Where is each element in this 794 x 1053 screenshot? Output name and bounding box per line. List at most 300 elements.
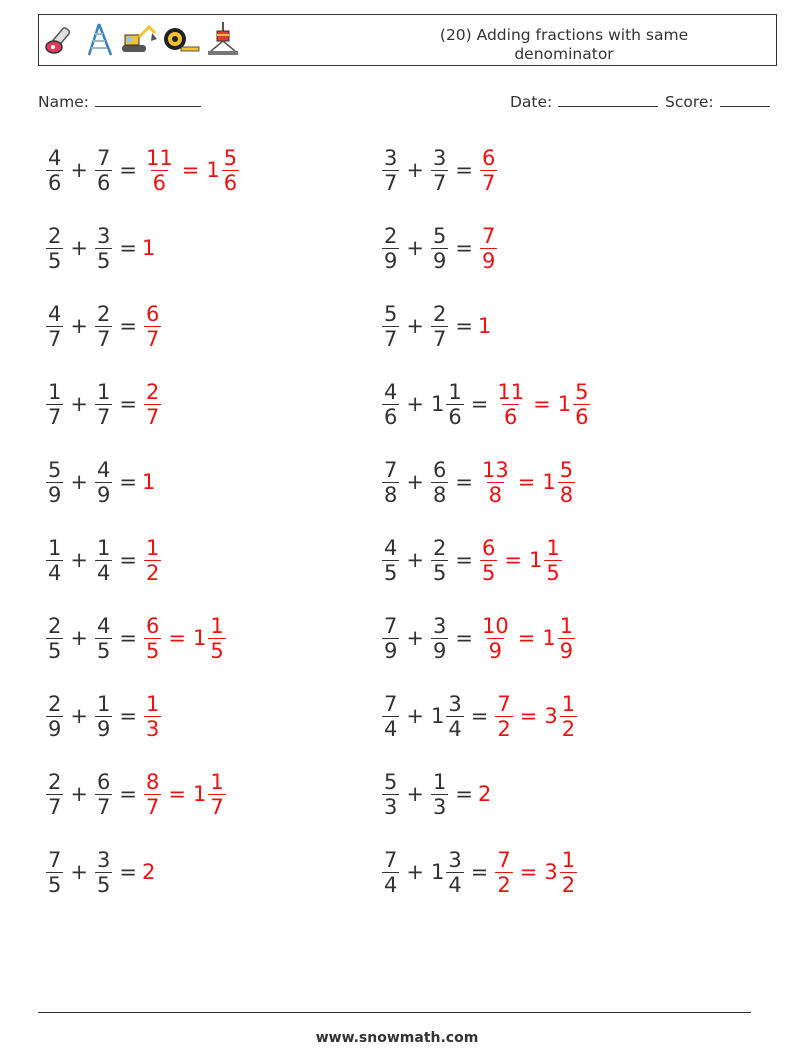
numerator: 2 — [432, 535, 447, 560]
date-field[interactable] — [510, 92, 658, 111]
denominator: 4 — [48, 560, 62, 585]
numerator: 3 — [96, 847, 111, 872]
chainsaw-icon — [43, 21, 79, 57]
numerator: 2 — [145, 379, 160, 404]
addend-b — [431, 614, 448, 663]
denominator: 9 — [384, 248, 398, 273]
addend-b — [431, 770, 448, 819]
numerator: 4 — [96, 457, 111, 482]
numerator: 2 — [96, 301, 111, 326]
addend-b-whole: 1 — [430, 860, 445, 884]
addend-b — [446, 380, 463, 429]
mixed-fraction — [544, 536, 561, 585]
numerator: 11 — [145, 145, 173, 170]
numerator: 4 — [384, 379, 398, 404]
numerator: 2 — [48, 223, 62, 248]
numerator: 6 — [96, 769, 111, 794]
denominator: 7 — [384, 326, 398, 351]
denominator: 4 — [384, 872, 398, 897]
numerator: 5 — [384, 769, 398, 794]
addend-a — [382, 146, 399, 195]
problem-item — [44, 217, 155, 279]
plus-sign: + — [406, 782, 424, 806]
denominator: 5 — [481, 560, 496, 585]
numerator: 1 — [432, 769, 447, 794]
plus-sign: + — [70, 626, 88, 650]
answer-equals-sign: = — [533, 392, 551, 416]
answer-fraction — [480, 458, 511, 507]
numerator: 6 — [481, 145, 496, 170]
mixed-fraction — [560, 848, 577, 897]
denominator: 7 — [96, 404, 111, 429]
addend-b — [431, 224, 448, 273]
numerator: 2 — [48, 691, 62, 716]
addend-a — [382, 302, 399, 351]
equals-sign: = — [455, 314, 473, 338]
numerator: 1 — [561, 847, 576, 872]
date-label: Date: — [510, 93, 553, 111]
problem-item — [380, 607, 577, 669]
denominator: 9 — [48, 716, 62, 741]
problem-item — [44, 529, 163, 591]
numerator: 1 — [96, 535, 111, 560]
date-blank[interactable] — [558, 92, 658, 107]
answer — [142, 236, 155, 260]
addend-a — [46, 848, 63, 897]
plus-sign: + — [70, 704, 88, 728]
numerator: 4 — [48, 145, 62, 170]
mixed-whole: 1 — [192, 626, 207, 650]
denominator: 3 — [432, 794, 447, 819]
addend-b — [95, 458, 112, 507]
addend-a — [46, 614, 63, 663]
numerator: 1 — [96, 379, 111, 404]
denominator: 7 — [145, 794, 160, 819]
denominator: 2 — [497, 872, 511, 897]
denominator: 9 — [48, 482, 62, 507]
addend-b — [95, 302, 112, 351]
addend-b-whole: 1 — [430, 704, 445, 728]
answer — [478, 146, 499, 195]
problem-item — [380, 529, 564, 591]
score-blank[interactable] — [720, 92, 770, 107]
answer-fraction — [480, 224, 497, 273]
plus-sign: + — [70, 236, 88, 260]
denominator: 5 — [546, 560, 560, 585]
numerator: 1 — [48, 535, 62, 560]
mixed-whole: 3 — [544, 860, 558, 884]
addend-b-whole: 1 — [430, 392, 445, 416]
answer — [478, 458, 577, 507]
plus-sign: + — [70, 782, 88, 806]
problem-item — [380, 295, 491, 357]
numerator: 1 — [48, 379, 62, 404]
equals-sign: = — [455, 470, 473, 494]
denominator: 2 — [497, 716, 511, 741]
header-icons — [43, 21, 243, 57]
problem-item — [380, 139, 499, 201]
denominator: 7 — [48, 404, 62, 429]
excavator-icon — [119, 21, 159, 57]
denominator: 6 — [96, 170, 111, 195]
addend-b — [95, 380, 112, 429]
denominator: 9 — [481, 248, 496, 273]
answer — [478, 614, 577, 663]
mixed-fraction — [560, 692, 577, 741]
denominator: 6 — [48, 170, 62, 195]
numerator: 6 — [481, 535, 496, 560]
answer-fraction — [144, 146, 175, 195]
denominator: 7 — [145, 326, 160, 351]
numerator: 7 — [384, 613, 398, 638]
answer — [142, 380, 163, 429]
numerator: 7 — [384, 847, 398, 872]
answer-equals-sign: = — [519, 860, 538, 884]
denominator: 5 — [48, 872, 62, 897]
denominator: 8 — [559, 482, 574, 507]
addend-a — [382, 380, 399, 429]
mixed-fraction — [558, 458, 575, 507]
mixed-whole: 1 — [206, 158, 220, 182]
denominator: 7 — [145, 404, 160, 429]
numerator: 5 — [559, 457, 574, 482]
mixed-whole: 1 — [557, 392, 572, 416]
equals-sign: = — [455, 236, 473, 260]
problem-item — [380, 373, 592, 435]
answer — [142, 614, 228, 663]
denominator: 6 — [448, 404, 462, 429]
numerator: 7 — [481, 223, 496, 248]
numerator: 11 — [497, 379, 525, 404]
problem-item — [380, 841, 579, 903]
numerator: 5 — [384, 301, 398, 326]
answer-whole: 1 — [141, 470, 156, 494]
score-field[interactable] — [665, 92, 770, 111]
denominator: 3 — [384, 794, 398, 819]
plus-sign: + — [406, 704, 424, 728]
addend-a — [382, 614, 399, 663]
numerator: 2 — [48, 769, 62, 794]
addend-a — [46, 770, 63, 819]
answer-fraction — [144, 302, 161, 351]
addend-a — [382, 536, 399, 585]
denominator: 9 — [432, 248, 447, 273]
addend-a — [382, 692, 399, 741]
equals-sign: = — [470, 704, 489, 728]
denominator: 7 — [481, 170, 496, 195]
numerator: 4 — [96, 613, 111, 638]
answer-equals-sign: = — [181, 158, 200, 182]
mixed-fraction — [208, 614, 225, 663]
header-box — [38, 14, 777, 66]
name-field[interactable] — [38, 92, 201, 111]
mixed-fraction — [222, 146, 239, 195]
mixed-whole: 1 — [192, 782, 207, 806]
numerator: 5 — [432, 223, 447, 248]
plus-sign: + — [70, 548, 88, 572]
denominator: 5 — [210, 638, 224, 663]
footer-site: www.snowmath.com — [315, 1030, 479, 1046]
denominator: 5 — [96, 872, 111, 897]
answer-fraction — [144, 380, 161, 429]
numerator: 6 — [432, 457, 447, 482]
name-blank[interactable] — [95, 92, 201, 107]
numerator: 1 — [145, 535, 160, 560]
denominator: 4 — [448, 872, 462, 897]
equals-sign: = — [119, 314, 137, 338]
addend-b — [95, 224, 112, 273]
equals-sign: = — [119, 704, 137, 728]
numerator: 3 — [96, 223, 111, 248]
answer-fraction — [495, 380, 526, 429]
numerator: 1 — [210, 769, 224, 794]
numerator: 3 — [448, 847, 462, 872]
numerator: 3 — [432, 613, 447, 638]
plus-sign: + — [406, 548, 424, 572]
equals-sign: = — [470, 860, 489, 884]
numerator: 1 — [145, 691, 160, 716]
answer-fraction — [495, 848, 512, 897]
addend-a — [46, 302, 63, 351]
denominator: 9 — [432, 638, 447, 663]
numerator: 2 — [48, 613, 62, 638]
addend-a — [46, 458, 63, 507]
denominator: 9 — [384, 638, 398, 663]
numerator: 3 — [448, 691, 462, 716]
denominator: 6 — [504, 404, 518, 429]
problem-item — [380, 451, 577, 513]
answer — [478, 536, 564, 585]
answer — [478, 314, 491, 338]
answer-equals-sign: = — [168, 782, 186, 806]
answer-fraction — [144, 770, 161, 819]
answer — [142, 470, 155, 494]
numerator: 2 — [384, 223, 398, 248]
answer-whole: 1 — [477, 314, 492, 338]
numerator: 7 — [497, 847, 511, 872]
answer-whole: 1 — [141, 236, 156, 260]
equals-sign: = — [119, 548, 137, 572]
equals-sign: = — [470, 392, 489, 416]
addend-b — [431, 458, 448, 507]
mixed-fraction — [558, 614, 575, 663]
addend-a — [46, 692, 63, 741]
equals-sign: = — [119, 626, 137, 650]
addend-b — [95, 848, 112, 897]
problem-item — [44, 685, 163, 747]
denominator: 5 — [384, 560, 398, 585]
denominator: 9 — [96, 716, 111, 741]
answer-fraction — [495, 692, 512, 741]
denominator: 7 — [384, 170, 398, 195]
answer — [493, 692, 579, 741]
answer — [142, 860, 155, 884]
plus-sign: + — [70, 392, 88, 416]
equals-sign: = — [119, 470, 137, 494]
addend-b — [95, 692, 112, 741]
plus-sign: + — [406, 314, 424, 338]
denominator: 4 — [384, 716, 398, 741]
denominator: 5 — [96, 638, 111, 663]
plus-sign: + — [70, 860, 88, 884]
mixed-whole: 1 — [542, 470, 556, 494]
denominator: 6 — [152, 170, 167, 195]
denominator: 3 — [145, 716, 160, 741]
answer — [142, 302, 163, 351]
denominator: 2 — [561, 872, 576, 897]
numerator: 1 — [210, 613, 224, 638]
denominator: 6 — [384, 404, 398, 429]
equals-sign: = — [119, 782, 137, 806]
name-label: Name: — [38, 93, 89, 111]
denominator: 7 — [48, 794, 62, 819]
answer-fraction — [144, 536, 161, 585]
answer — [478, 224, 499, 273]
mixed-whole: 1 — [542, 626, 556, 650]
numerator: 2 — [432, 301, 447, 326]
problem-item — [44, 139, 241, 201]
answer-fraction — [144, 614, 161, 663]
problem-item — [44, 451, 155, 513]
equals-sign: = — [455, 158, 473, 182]
numerator: 7 — [384, 457, 398, 482]
addend-a — [382, 770, 399, 819]
addend-b — [431, 302, 448, 351]
plus-sign: + — [406, 860, 424, 884]
denominator: 5 — [145, 638, 160, 663]
plus-sign: + — [406, 158, 424, 182]
numerator: 4 — [48, 301, 62, 326]
plus-sign: + — [70, 314, 88, 338]
answer-fraction — [480, 146, 497, 195]
answer-equals-sign: = — [519, 704, 538, 728]
addend-b — [431, 146, 448, 195]
numerator: 1 — [561, 691, 576, 716]
denominator: 6 — [223, 170, 238, 195]
numerator: 4 — [384, 535, 398, 560]
denominator: 6 — [575, 404, 589, 429]
equals-sign: = — [119, 392, 137, 416]
denominator: 8 — [384, 482, 398, 507]
equals-sign: = — [119, 860, 137, 884]
answer — [493, 380, 592, 429]
problem-item — [44, 841, 155, 903]
footer-divider — [38, 1012, 751, 1013]
plus-sign: + — [406, 392, 424, 416]
answer — [478, 782, 491, 806]
addend-a — [382, 458, 399, 507]
mixed-fraction — [573, 380, 590, 429]
crane-hook-icon — [203, 21, 243, 57]
addend-b — [95, 614, 112, 663]
numerator: 7 — [48, 847, 62, 872]
numerator: 5 — [223, 145, 238, 170]
numerator: 7 — [96, 145, 111, 170]
answer-equals-sign: = — [517, 470, 536, 494]
denominator: 4 — [96, 560, 111, 585]
numerator: 7 — [497, 691, 511, 716]
answer — [142, 770, 228, 819]
denominator: 2 — [145, 560, 160, 585]
answer-equals-sign: = — [517, 626, 536, 650]
denominator: 7 — [432, 170, 447, 195]
problem-item — [44, 295, 163, 357]
denominator: 5 — [96, 248, 111, 273]
equals-sign: = — [455, 782, 473, 806]
ladder-icon — [81, 21, 117, 57]
addend-a — [46, 536, 63, 585]
denominator: 7 — [48, 326, 62, 351]
plus-sign: + — [70, 470, 88, 494]
answer — [142, 692, 163, 741]
answer-equals-sign: = — [504, 548, 522, 572]
addend-b — [95, 536, 112, 585]
problem-item — [380, 763, 491, 825]
denominator: 9 — [96, 482, 111, 507]
denominator: 5 — [48, 638, 62, 663]
problem-item — [44, 607, 228, 669]
addend-a — [46, 146, 63, 195]
numerator: 6 — [145, 613, 160, 638]
numerator: 13 — [481, 457, 509, 482]
addend-b — [431, 536, 448, 585]
answer-whole: 2 — [477, 782, 492, 806]
plus-sign: + — [406, 236, 424, 260]
mixed-whole: 1 — [528, 548, 543, 572]
problem-item — [380, 217, 499, 279]
addend-b — [95, 770, 112, 819]
plus-sign: + — [406, 626, 424, 650]
answer-fraction — [144, 692, 161, 741]
denominator: 2 — [561, 716, 576, 741]
numerator: 1 — [559, 613, 574, 638]
addend-a — [382, 848, 399, 897]
answer — [142, 146, 241, 195]
denominator: 9 — [488, 638, 503, 663]
addend-b — [446, 848, 463, 897]
mixed-whole: 3 — [544, 704, 558, 728]
addend-a — [382, 224, 399, 273]
answer-fraction — [480, 614, 511, 663]
denominator: 7 — [96, 326, 111, 351]
denominator: 7 — [210, 794, 224, 819]
score-label: Score: — [665, 93, 714, 111]
denominator: 8 — [432, 482, 447, 507]
problem-item — [44, 373, 163, 435]
denominator: 4 — [448, 716, 462, 741]
addend-a — [46, 380, 63, 429]
equals-sign: = — [119, 158, 137, 182]
numerator: 6 — [145, 301, 160, 326]
equals-sign: = — [455, 548, 473, 572]
plus-sign: + — [70, 158, 88, 182]
problem-item — [44, 763, 228, 825]
numerator: 1 — [546, 535, 560, 560]
equals-sign: = — [119, 236, 137, 260]
answer-whole: 2 — [141, 860, 156, 884]
numerator: 8 — [145, 769, 160, 794]
plus-sign: + — [406, 470, 424, 494]
answer — [142, 536, 163, 585]
numerator: 5 — [48, 457, 62, 482]
equals-sign: = — [455, 626, 473, 650]
denominator: 9 — [559, 638, 574, 663]
answer-equals-sign: = — [168, 626, 186, 650]
addend-b — [446, 692, 463, 741]
numerator: 5 — [575, 379, 589, 404]
denominator: 5 — [48, 248, 62, 273]
numerator: 3 — [384, 145, 398, 170]
